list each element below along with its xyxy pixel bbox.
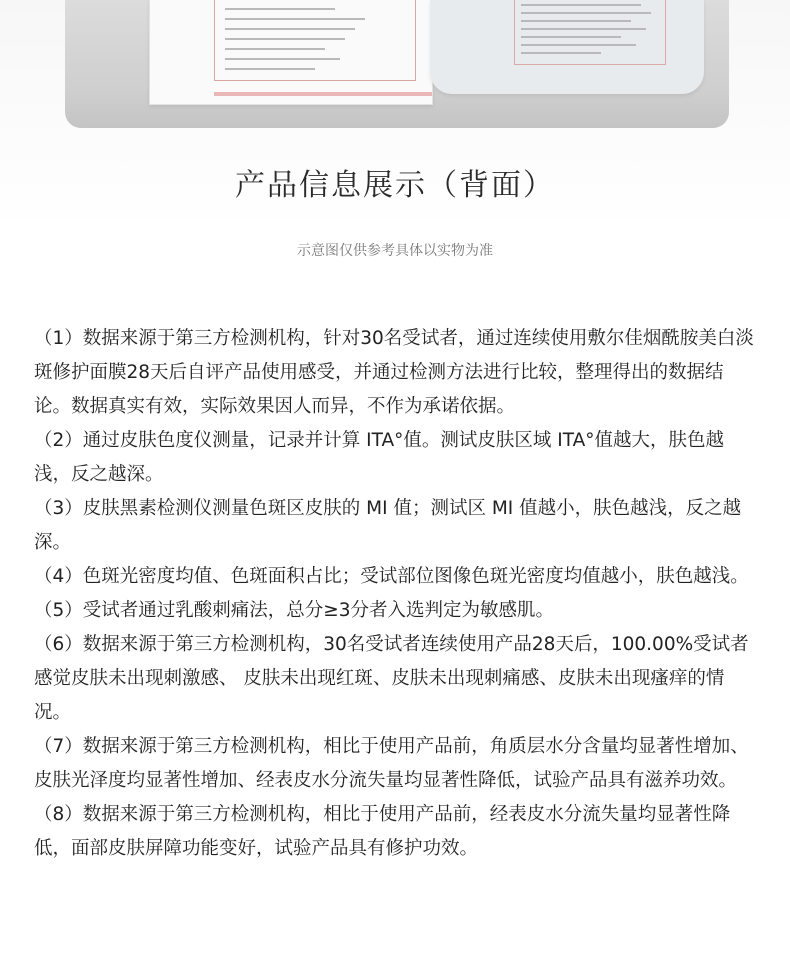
note-item: （6）数据来源于第三方检测机构，30名受试者连续使用产品28天后，100.00%受试者感觉皮肤未出现刺激感、 皮肤未出现红斑、皮肤未出现刺痛感、皮肤未出现瘙痒的情况。 bbox=[34, 634, 749, 723]
note-item: （2）通过皮肤色度仪测量，记录并计算 ITA°值。测试皮肤区域 ITA°值越大，肤色越浅，反之越深。 bbox=[34, 430, 724, 485]
product-back-photo bbox=[65, 0, 729, 128]
note-item: （5）受试者通过乳酸刺痛法，总分≥3分者入选判定为敏感肌。 bbox=[34, 600, 555, 621]
note-item: （4）色斑光密度均值、色斑面积占比；受试部位图像色斑光密度均值越小，肤色越浅。 bbox=[34, 566, 749, 587]
note-item: （1）数据来源于第三方检测机构，针对30名受试者，通过连续使用敷尔佳烟酰胺美白淡斑修护面膜28天后自评产品使用感受，并通过检测方法进行比较，整理得出的数据结论。数据真实有效，实际效果因人而异，不作为承诺依据。 bbox=[34, 328, 754, 417]
mask-sachet bbox=[430, 0, 704, 94]
box-label-area bbox=[214, 0, 416, 81]
notes-list bbox=[34, 322, 758, 866]
product-box bbox=[149, 0, 433, 105]
box-bottom-stripe bbox=[214, 92, 432, 96]
disclaimer-note: 示意图仅供参考具体以实物为准 bbox=[297, 243, 493, 259]
sachet-label-area bbox=[514, 0, 666, 65]
note-item: （3）皮肤黑素检测仪测量色斑区皮肤的 MI 值；测试区 MI 值越小，肤色越浅，反之越深。 bbox=[34, 498, 742, 553]
note-item: （7）数据来源于第三方检测机构，相比于使用产品前，角质层水分含量均显著性增加、皮肤光泽度均显著性增加、经表皮水分流失量均显著性降低，试验产品具有滋养功效。 bbox=[34, 736, 749, 791]
note-item: （8）数据来源于第三方检测机构，相比于使用产品前，经表皮水分流失量均显著性降低，面部皮肤屏障功能变好，试验产品具有修护功效。 bbox=[34, 804, 731, 859]
page-title: 产品信息展示（背面） bbox=[235, 168, 555, 203]
